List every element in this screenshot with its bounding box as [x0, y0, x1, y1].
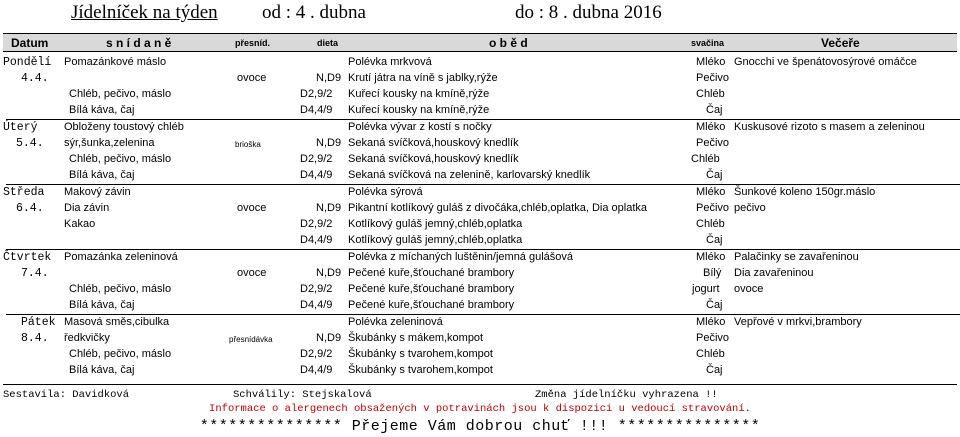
lunch-cell: Pečené kuře,šťouchané brambory — [348, 283, 515, 295]
table-row — [3, 298, 958, 314]
table-row — [3, 168, 958, 184]
day-name: Pondělí — [3, 56, 52, 69]
snack-cell: ovoce — [237, 267, 267, 279]
breakfast-cell: ředkvičky — [64, 332, 110, 344]
lunch-cell: Škubánky s mákem,kompot — [348, 332, 484, 344]
drink-cell: Čaj — [706, 234, 723, 246]
table-row — [3, 363, 958, 379]
table-row — [3, 55, 958, 71]
drink-cell: Mléko — [696, 121, 726, 133]
drink-cell: Pečivo — [696, 72, 730, 84]
lunch-cell: Polévka z míchaných luštěnin/jemná gulášová — [348, 251, 574, 263]
table-row — [3, 315, 958, 331]
breakfast-cell: Chléb, pečivo, máslo — [69, 283, 172, 295]
breakfast-cell: Kakao — [64, 218, 96, 230]
compiled-by: Sestavila: Davidková — [3, 389, 130, 401]
header-diet: dieta — [317, 38, 339, 48]
allergen-notice: Informace o alergenech obsažených v potravinách jsou k dispozici u vedoucí stravování. — [209, 403, 751, 415]
breakfast-cell: Makový závin — [64, 186, 131, 198]
drink-cell: Čaj — [706, 169, 723, 181]
title-main: Jídelníček na týden — [71, 2, 218, 23]
change-notice: Změna jídelníčku vyhrazena !! — [535, 389, 718, 401]
approved-by: Schválily: Stejskalová — [233, 389, 372, 401]
menu-table — [3, 55, 958, 379]
table-row — [3, 250, 958, 266]
lunch-cell: Škubánky s tvarohem,kompot — [348, 348, 493, 360]
table-row — [3, 217, 958, 233]
day-name: Středa — [3, 186, 45, 199]
day-date: 4.4. — [21, 72, 49, 85]
dinner-cell: Gnocchi ve špenátovosýrové omáčce — [734, 56, 917, 68]
lunch-cell: Polévka vývar z kostí s nočky — [348, 121, 492, 133]
table-row — [3, 87, 958, 103]
menu-title — [0, 0, 960, 26]
table-row — [3, 71, 958, 87]
diet-cell: N,D9 — [316, 72, 342, 84]
diet-cell: N,D9 — [316, 332, 342, 344]
header-snack-am: přesníd. — [235, 38, 271, 48]
day-name: Čtvrtek — [3, 251, 52, 264]
day-name: Pátek — [21, 316, 56, 329]
lunch-cell: Kuřecí kousky na kmíně,rýže — [348, 88, 490, 100]
table-bottom-rule — [3, 384, 957, 385]
lunch-cell: Sekaná svíčková,houskový knedlík — [348, 153, 519, 165]
drink-cell: Čaj — [706, 104, 723, 116]
dinner-cell: pečivo — [734, 202, 766, 214]
drink-cell: Pečivo — [696, 202, 730, 214]
drink-cell: Mléko — [696, 316, 726, 328]
table-row — [3, 103, 958, 119]
day-date: 5.4. — [16, 137, 44, 150]
breakfast-cell: Bílá káva, čaj — [69, 169, 135, 181]
table-row — [3, 201, 958, 217]
drink-cell: Chléb — [691, 153, 720, 165]
day-name: Úterý — [3, 121, 38, 134]
drink-cell: Mléko — [696, 56, 726, 68]
breakfast-cell: Chléb, pečivo, máslo — [69, 153, 172, 165]
drink-cell: Čaj — [706, 364, 723, 376]
table-row — [3, 266, 958, 282]
breakfast-cell: Masová směs,cibulka — [64, 316, 170, 328]
breakfast-cell: Dia závin — [64, 202, 110, 214]
snack-cell: ovoce — [237, 72, 267, 84]
drink-cell: Chléb — [696, 88, 725, 100]
drink-cell: Pečivo — [696, 332, 730, 344]
lunch-cell: Pikantní kotlíkový guláš z divočáka,chléb,oplatka, Dia oplatka — [348, 202, 647, 214]
table-row — [3, 233, 958, 249]
breakfast-cell: Chléb, pečivo, máslo — [69, 348, 172, 360]
dinner-cell: Dia zavařeninou — [734, 267, 814, 279]
drink-cell: Chléb — [696, 348, 725, 360]
table-row — [3, 120, 958, 136]
table-row — [3, 331, 958, 347]
breakfast-cell: Bílá káva, čaj — [69, 104, 135, 116]
dinner-cell: Palačinky se zavařeninou — [734, 251, 859, 263]
header-lunch: o b ě d — [489, 36, 528, 50]
drink-cell: jogurt — [692, 283, 720, 295]
breakfast-cell: Pomazánkové máslo — [64, 56, 167, 68]
diet-cell: N,D9 — [316, 267, 342, 279]
day-date: 7.4. — [21, 267, 49, 280]
diet-cell: D2,9/2 — [300, 218, 333, 230]
breakfast-cell: Pomazánka zeleninová — [64, 251, 178, 263]
breakfast-cell: Bílá káva, čaj — [69, 299, 135, 311]
drink-cell: Mléko — [696, 251, 726, 263]
breakfast-cell: Chléb, pečivo, máslo — [69, 88, 172, 100]
header-date: Datum — [11, 36, 49, 50]
breakfast-cell: Obloženy toustový chléb — [64, 121, 184, 133]
lunch-cell: Polévka zeleninová — [348, 316, 443, 328]
day-date: 6.4. — [16, 202, 44, 215]
lunch-cell: Pečené kuře,šťouchané brambory — [348, 267, 515, 279]
table-row — [3, 185, 958, 201]
breakfast-cell: sýr,šunka,zelenina — [64, 137, 155, 149]
drink-cell: Pečivo — [696, 137, 730, 149]
diet-cell: D2,9/2 — [300, 283, 333, 295]
diet-cell: N,D9 — [316, 137, 342, 149]
dinner-cell: Kuskusové rizoto s masem a zeleninou — [734, 121, 925, 133]
diet-cell: D2,9/2 — [300, 88, 333, 100]
diet-cell: D2,9/2 — [300, 348, 333, 360]
lunch-cell: Pečené kuře,šťouchané brambory — [348, 299, 515, 311]
table-row — [3, 347, 958, 363]
title-date-from: od : 4 . dubna — [262, 2, 366, 23]
table-row — [3, 282, 958, 298]
lunch-cell: Škubánky s tvarohem,kompot — [348, 364, 493, 376]
lunch-cell: Krutí játra na víně s jablky,rýže — [348, 72, 498, 84]
lunch-cell: Sekaná svíčková,houskový knedlík — [348, 137, 519, 149]
bon-appetit-banner: *************** Přejeme Vám dobrou chuť !!! *************** — [199, 418, 761, 435]
dinner-cell: Šunkové koleno 150gr.máslo — [734, 186, 876, 198]
header-snack-pm: svačina — [691, 38, 725, 48]
diet-cell: D4,4/9 — [300, 169, 333, 181]
table-header — [3, 33, 957, 52]
diet-cell: D4,4/9 — [300, 234, 333, 246]
lunch-cell: Kotlíkový guláš jemný,chléb,oplatka — [348, 218, 523, 230]
table-row — [3, 152, 958, 168]
header-breakfast: s n í d a n ě — [106, 36, 172, 50]
diet-cell: D2,9/2 — [300, 153, 333, 165]
lunch-cell: Sekaná svíčková na zelenině, karlovarský knedlík — [348, 169, 591, 181]
table-row — [3, 136, 958, 152]
lunch-cell: Kotlíkový guláš jemný,chléb,oplatka — [348, 234, 523, 246]
drink-cell: Bílý — [703, 267, 722, 279]
diet-cell: N,D9 — [316, 202, 342, 214]
lunch-cell: Kuřecí kousky na kmíně,rýže — [348, 104, 490, 116]
dinner-cell: ovoce — [734, 283, 764, 295]
dinner-cell: Vepřové v mrkvi,brambory — [734, 316, 862, 328]
header-dinner: Večeře — [821, 36, 860, 50]
drink-cell: Mléko — [696, 186, 726, 198]
drink-cell: Čaj — [706, 299, 723, 311]
title-date-to: do : 8 . dubna 2016 — [515, 2, 662, 23]
lunch-cell: Polévka sýrová — [348, 186, 423, 198]
diet-cell: D4,4/9 — [300, 364, 333, 376]
diet-cell: D4,4/9 — [300, 104, 333, 116]
lunch-cell: Polévka mrkvová — [348, 56, 432, 68]
snack-cell: ovoce — [237, 202, 267, 214]
day-date: 8.4. — [21, 332, 49, 345]
snack-cell: přesnídávka — [229, 335, 273, 344]
snack-cell: brioška — [235, 140, 261, 149]
drink-cell: Chléb — [696, 218, 725, 230]
breakfast-cell: Bílá káva, čaj — [69, 364, 135, 376]
diet-cell: D4,4/9 — [300, 299, 333, 311]
